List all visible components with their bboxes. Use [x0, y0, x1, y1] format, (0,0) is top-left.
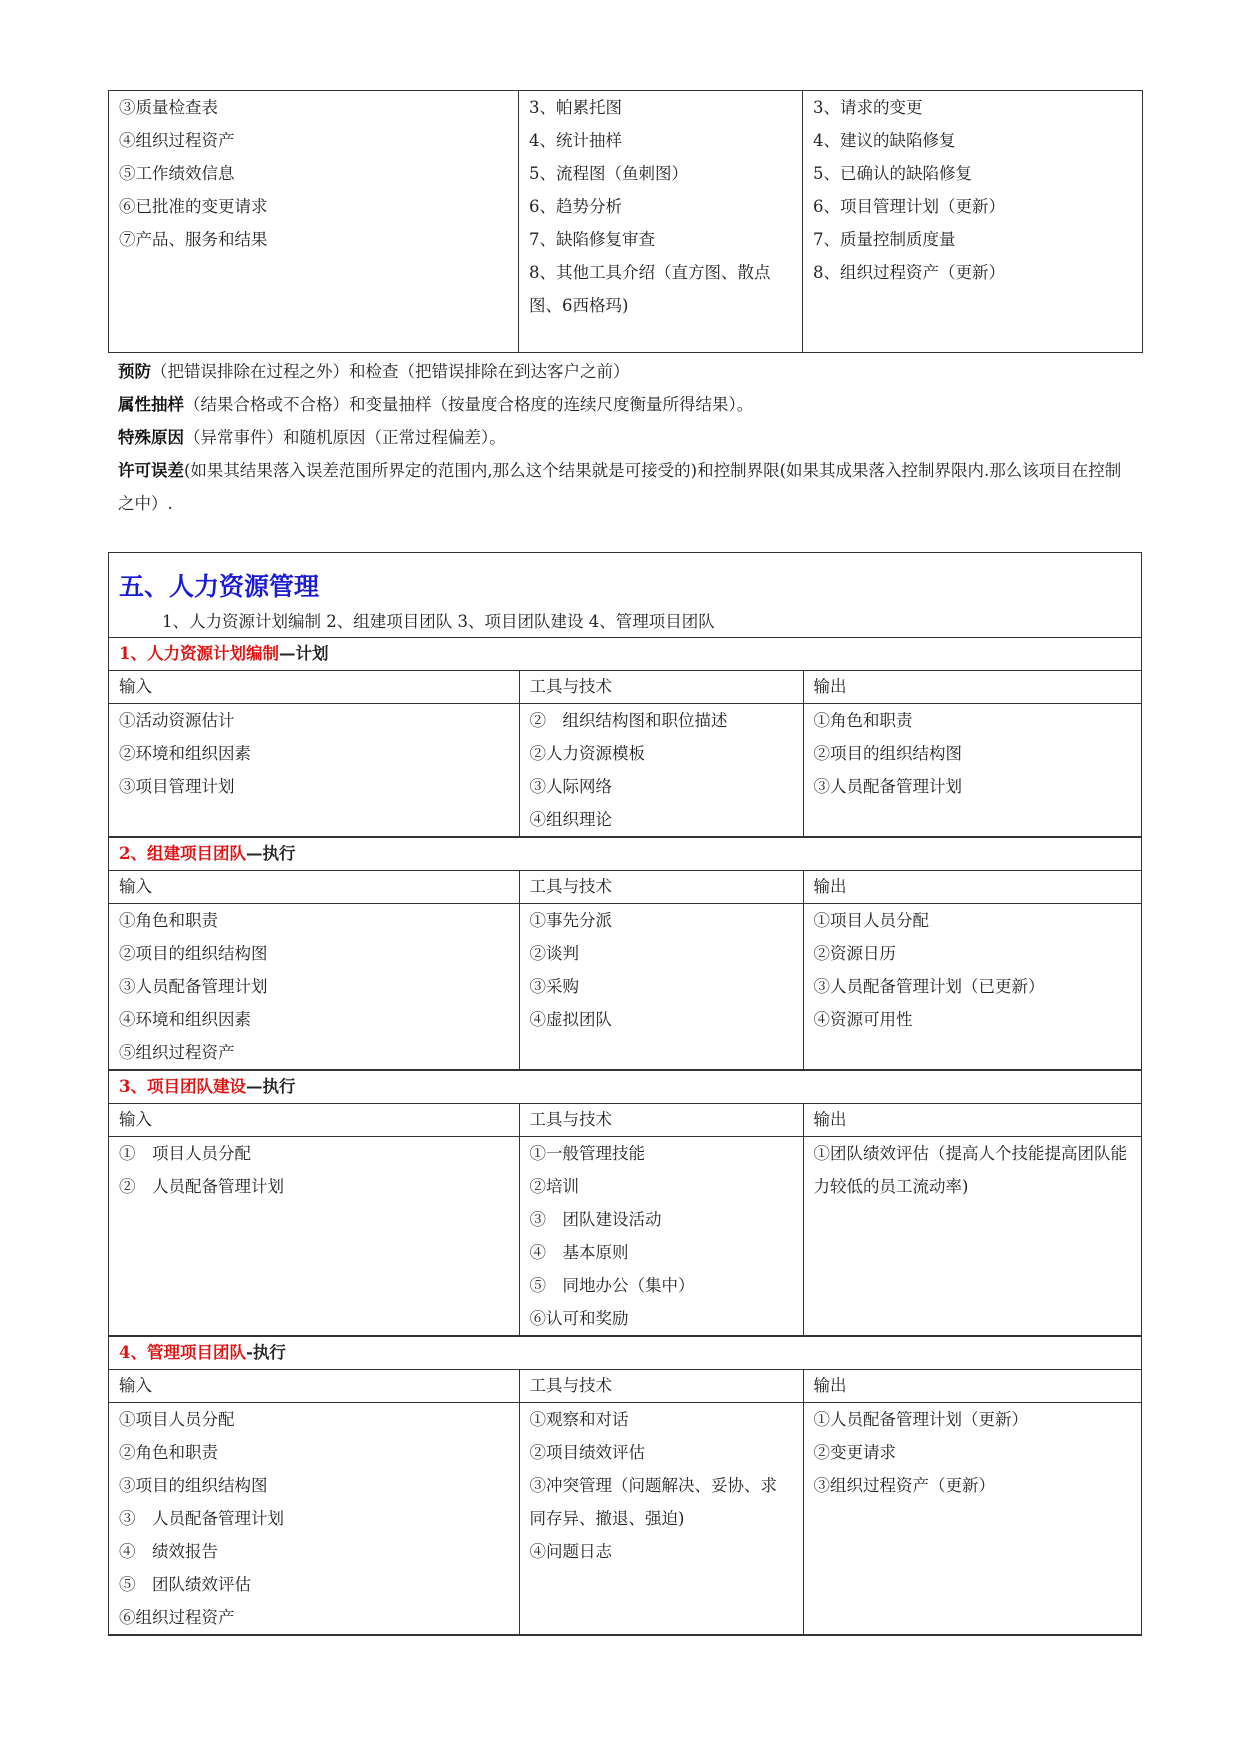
list-item: 4、统计抽样	[529, 131, 622, 150]
list-item: ④ 绩效报告	[119, 1542, 218, 1561]
process-phase: -执行	[245, 1343, 286, 1362]
column-header-output: 输出	[803, 871, 1141, 904]
notes-block	[108, 353, 1142, 520]
note-term: 特殊原因	[118, 428, 184, 447]
quality-control-table	[108, 90, 1143, 353]
column-header-tools: 工具与技术	[519, 1370, 803, 1403]
column-header-tools: 工具与技术	[519, 1104, 803, 1137]
note-term: 许可误差	[118, 461, 184, 480]
list-item: ④组织过程资产	[119, 131, 235, 150]
list-item: ②环境和组织因素	[119, 744, 251, 763]
list-item: ⑥已批准的变更请求	[119, 197, 268, 216]
process-name: 4、管理项目团队	[119, 1343, 246, 1362]
process-heading	[109, 1337, 1141, 1370]
note-term: 预防	[118, 362, 151, 381]
list-item: ③组织过程资产（更新）	[813, 1476, 995, 1495]
inputs-cell	[109, 704, 519, 837]
list-item: 7、缺陷修复审查	[529, 230, 655, 249]
column-header-input: 输入	[109, 871, 519, 904]
list-item: ④组织理论	[529, 810, 612, 829]
list-item: 4、建议的缺陷修复	[813, 131, 956, 150]
list-item: ④资源可用性	[813, 1010, 913, 1029]
list-item: ④虚拟团队	[529, 1010, 612, 1029]
column-header-tools: 工具与技术	[519, 671, 803, 704]
process-table	[109, 637, 1141, 837]
list-item: ④问题日志	[529, 1542, 612, 1561]
note-line	[118, 421, 1132, 454]
list-item: ②角色和职责	[119, 1443, 218, 1462]
quality-inputs-list	[119, 91, 508, 256]
list-item: ⑤组织过程资产	[119, 1043, 235, 1062]
list-item: ①项目人员分配	[813, 911, 929, 930]
process-phase: —执行	[245, 844, 296, 863]
hr-management-section	[108, 552, 1142, 1636]
quality-outputs-cell	[803, 91, 1143, 353]
list-item: ①角色和职责	[119, 911, 218, 930]
list-item: ④ 基本原则	[529, 1243, 629, 1262]
list-item: ⑥组织过程资产	[119, 1608, 235, 1627]
note-line	[118, 388, 1132, 421]
quality-tools-list	[529, 91, 792, 322]
list-item: ②资源日历	[813, 944, 896, 963]
process-phase: —计划	[278, 644, 329, 663]
column-header-input: 输入	[109, 1370, 519, 1403]
process-name: 1、人力资源计划编制	[119, 644, 279, 663]
column-header-output: 输出	[803, 671, 1141, 704]
list-item: ① 项目人员分配	[119, 1144, 251, 1163]
list-item: ①团队绩效评估（提高人个技能提高团队能力较低的员工流动率)	[813, 1144, 1127, 1196]
list-item: ② 人员配备管理计划	[119, 1177, 284, 1196]
list-item: ②谈判	[529, 944, 579, 963]
section-subtitle: 1、人力资源计划编制 2、组建项目团队 3、项目团队建设 4、管理项目团队	[162, 612, 715, 631]
list-item: 8、组织过程资产（更新）	[813, 263, 1005, 282]
list-item: ②项目的组织结构图	[119, 944, 268, 963]
outputs-cell	[803, 704, 1141, 837]
list-item: ①一般管理技能	[529, 1144, 645, 1163]
list-item: ②项目的组织结构图	[813, 744, 962, 763]
list-item: 7、质量控制质度量	[813, 230, 956, 249]
column-header-input: 输入	[109, 1104, 519, 1137]
document-page	[108, 90, 1142, 1636]
note-text: （异常事件）和随机原因（正常过程偏差）。	[184, 428, 506, 447]
tools-cell	[519, 704, 803, 837]
list-item: 3、帕累托图	[529, 98, 622, 117]
list-item: ③项目的组织结构图	[119, 1476, 268, 1495]
list-item: ②项目绩效评估	[529, 1443, 645, 1462]
process-heading	[109, 638, 1141, 671]
note-line	[118, 454, 1132, 520]
list-item: ④环境和组织因素	[119, 1010, 251, 1029]
list-item: 5、已确认的缺陷修复	[813, 164, 972, 183]
quality-inputs-cell	[109, 91, 519, 353]
section-title: 五、人力资源管理	[119, 572, 320, 601]
list-item: ②变更请求	[813, 1443, 896, 1462]
list-item: ③人员配备管理计划	[813, 777, 962, 796]
list-item: ③ 人员配备管理计划	[119, 1509, 284, 1528]
list-item: ①项目人员分配	[119, 1410, 235, 1429]
inputs-cell	[109, 904, 519, 1070]
list-item: ③质量检查表	[119, 98, 218, 117]
quality-tools-cell	[519, 91, 803, 353]
inputs-cell	[109, 1403, 519, 1635]
note-text: （结果合格或不合格）和变量抽样（按量度合格度的连续尺度衡量所得结果）。	[184, 395, 754, 414]
list-item: ①人员配备管理计划（更新）	[813, 1410, 1028, 1429]
tools-cell	[519, 1137, 803, 1336]
process-name: 3、项目团队建设	[119, 1077, 246, 1096]
list-item: ①角色和职责	[813, 711, 913, 730]
outputs-cell	[803, 1403, 1141, 1635]
tools-cell	[519, 904, 803, 1070]
inputs-cell	[109, 1137, 519, 1336]
process-phase: —执行	[245, 1077, 296, 1096]
quality-outputs-list	[813, 91, 1132, 289]
column-header-input: 输入	[109, 671, 519, 704]
tools-cell	[519, 1403, 803, 1635]
list-item: ①活动资源估计	[119, 711, 235, 730]
process-name: 2、组建项目团队	[119, 844, 246, 863]
list-item: ③采购	[529, 977, 579, 996]
process-tables	[109, 637, 1141, 1635]
list-item: ③冲突管理（问题解决、妥协、求同存异、撤退、强迫)	[529, 1476, 777, 1528]
process-heading	[109, 1071, 1141, 1104]
list-item: ①观察和对话	[529, 1410, 629, 1429]
list-item: ② 组织结构图和职位描述	[529, 711, 728, 730]
list-item: ③人员配备管理计划（已更新）	[813, 977, 1045, 996]
list-item: ③ 团队建设活动	[529, 1210, 662, 1229]
list-item: 5、流程图（鱼刺图）	[529, 164, 688, 183]
note-term: 属性抽样	[118, 395, 184, 414]
process-table	[109, 1336, 1141, 1635]
list-item: ⑤ 同地办公（集中）	[529, 1276, 695, 1295]
list-item: ①事先分派	[529, 911, 612, 930]
column-header-tools: 工具与技术	[519, 871, 803, 904]
note-text: (如果其结果落入误差范围所界定的范围内,那么这个结果就是可接受的)和控制界限(如果其成果落入控制界限内.那么该项目在控制之中）.	[118, 461, 1122, 513]
note-text: （把错误排除在过程之外）和检查（把错误排除在到达客户之前）	[151, 362, 630, 381]
process-table	[109, 1070, 1141, 1336]
column-header-output: 输出	[803, 1370, 1141, 1403]
outputs-cell	[803, 1137, 1141, 1336]
list-item: ⑥认可和奖励	[529, 1309, 629, 1328]
list-item: ⑤ 团队绩效评估	[119, 1575, 251, 1594]
list-item: 3、请求的变更	[813, 98, 923, 117]
list-item: ⑤工作绩效信息	[119, 164, 235, 183]
list-item: 8、其他工具介绍（直方图、散点图、6西格玛)	[529, 263, 771, 315]
list-item: ②培训	[529, 1177, 579, 1196]
column-header-output: 输出	[803, 1104, 1141, 1137]
process-table	[109, 837, 1141, 1070]
list-item: ③项目管理计划	[119, 777, 235, 796]
list-item: ③人员配备管理计划	[119, 977, 268, 996]
list-item: 6、项目管理计划（更新）	[813, 197, 1005, 216]
process-heading	[109, 838, 1141, 871]
list-item: 6、趋势分析	[529, 197, 622, 216]
note-line	[118, 355, 1132, 388]
list-item: ⑦产品、服务和结果	[119, 230, 268, 249]
list-item: ③人际网络	[529, 777, 612, 796]
list-item: ②人力资源模板	[529, 744, 645, 763]
outputs-cell	[803, 904, 1141, 1070]
